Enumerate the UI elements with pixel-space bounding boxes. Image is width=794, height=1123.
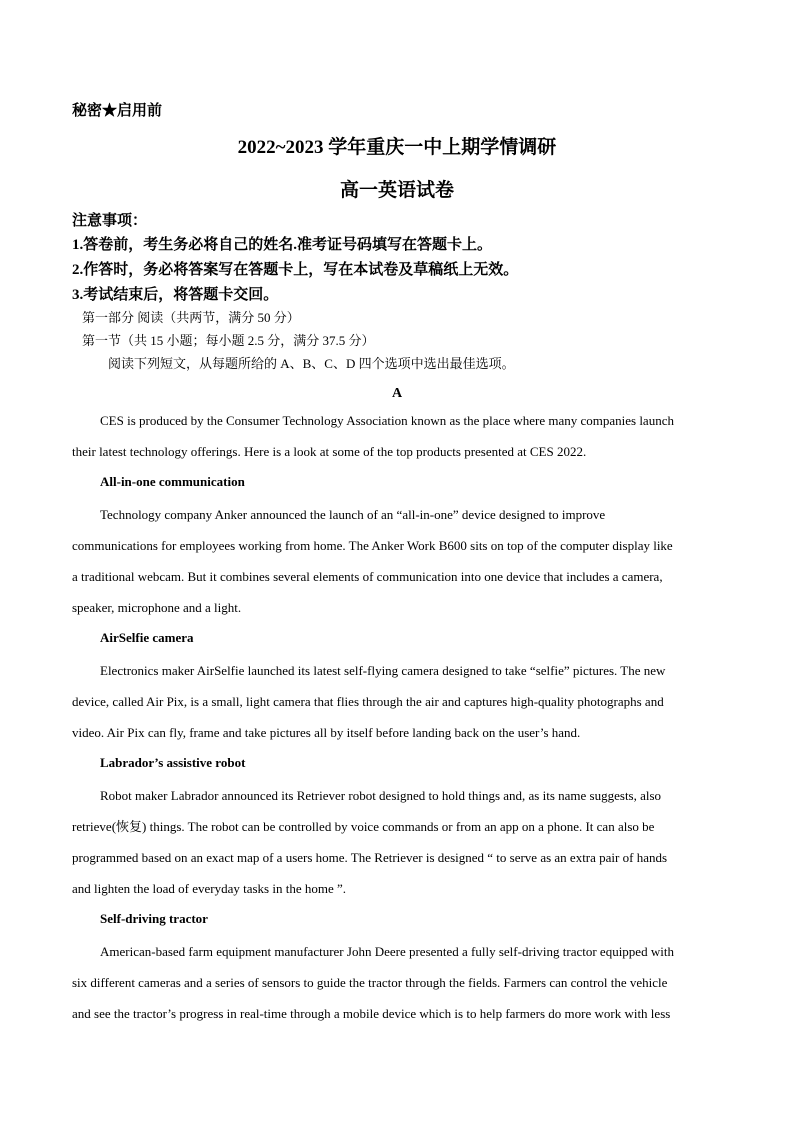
paragraph-line: their latest technology offerings. Here is a look at some of the top products presented at CES 2022. <box>72 444 587 459</box>
paragraph-line: six different cameras and a series of sensors to guide the tractor through the fields. Farmers can control the vehicle <box>72 975 668 990</box>
directions: 阅读下列短文，从每题所给的 A、B、C、D 四个选项中选出最佳选项。 <box>108 356 515 371</box>
paragraph-line: programmed based on an exact map of a users home. The Retriever is designed “ to serve as an extra pair of hands <box>72 850 668 865</box>
notice-item-2: 2.作答时，务必将答案写在答题卡上，写在本试卷及草稿纸上无效。 <box>72 262 519 278</box>
paragraph-line: retrieve(恢复) things. The robot can be controlled by voice commands or from an app on a phone. It can also be <box>72 819 655 834</box>
paragraph-line: communications for employees working from home. The Anker Work B600 sits on top of the computer display like <box>72 538 673 553</box>
part-label: 第一部分 阅读（共两节，满分 50 分） <box>82 310 300 325</box>
exam-subtitle: 高一英语试卷 <box>339 180 454 201</box>
notice-item-1: 1.答卷前，考生务必将自己的姓名.准考证号码填写在答题卡上。 <box>72 237 493 253</box>
paragraph-line: Electronics maker AirSelfie launched its latest self-flying camera designed to take “selfie” pictures. The new <box>100 663 666 678</box>
paragraph-line: Technology company Anker announced the launch of an “all-in-one” device designed to improve <box>100 507 606 522</box>
subheading: Self-driving tractor <box>100 911 208 926</box>
paragraph-line: Robot maker Labrador announced its Retriever robot designed to hold things and, as its name suggests, also <box>100 788 662 803</box>
paragraph-line: a traditional webcam. But it combines several elements of communication into one device that includes a camera, <box>72 569 663 584</box>
paragraph-line: speaker, microphone and a light. <box>72 600 242 615</box>
paragraph-line: American-based farm equipment manufacturer John Deere presented a fully self-driving tractor equipped with <box>100 944 674 959</box>
paragraph-line: device, called Air Pix, is a small, light camera that flies through the air and captures high-quality photographs and <box>72 694 664 709</box>
notice-item-3: 3.考试结束后，将答题卡交回。 <box>72 287 279 303</box>
section-label: 第一节（共 15 小题；每小题 2.5 分，满分 37.5 分） <box>82 333 375 348</box>
passage-label: A <box>391 386 403 401</box>
paragraph-line: CES is produced by the Consumer Technology Association known as the place where many companies launch <box>100 413 674 428</box>
paragraph-line: and see the tractor’s progress in real-time through a mobile device which is to help farmers do more work with less <box>72 1006 671 1021</box>
subheading: AirSelfie camera <box>100 630 194 645</box>
notice-heading: 注意事项： <box>72 213 148 229</box>
subheading: All-in-one communication <box>100 474 245 489</box>
paragraph-line: and lighten the load of everyday tasks in the home ”. <box>72 881 347 896</box>
subheading: Labrador’s assistive robot <box>100 755 246 770</box>
confidential-label: 秘密★启用前 <box>72 103 163 119</box>
paragraph-line: video. Air Pix can fly, frame and take pictures all by itself before landing back on the user’s hand. <box>72 725 581 740</box>
exam-title: 2022~2023 学年重庆一中上期学情调研 <box>237 137 557 158</box>
